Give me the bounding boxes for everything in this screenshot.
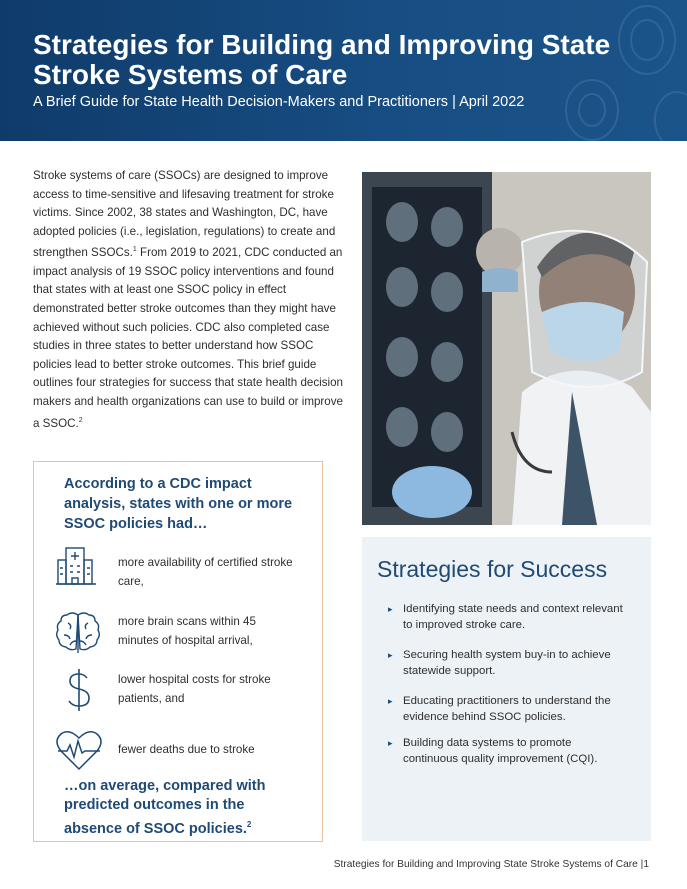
footnote-ref-2: 2 — [78, 416, 83, 424]
stat-text: lower hospital costs for stroke patients, and — [118, 673, 271, 705]
clinician-photo — [362, 172, 651, 525]
strategies-heading: Strategies for Success — [377, 556, 608, 582]
header-banner — [0, 0, 687, 141]
stat-item — [54, 607, 314, 657]
stat-item — [54, 665, 314, 715]
strategy-item: ▸ Identifying state needs and context relevant to improved stroke care. — [394, 601, 626, 633]
intro-paragraph — [33, 167, 343, 433]
dollar-icon — [54, 665, 104, 715]
stat-item — [54, 725, 314, 775]
footnote-ref-3: 2 — [246, 820, 252, 829]
strategies-panel — [362, 537, 651, 841]
strategy-item: ▸ Building data systems to promote continuous quality improvement (CQI). — [394, 735, 626, 767]
heartbeat-icon — [54, 725, 104, 775]
strategy-item: ▸ Educating practitioners to understand the evidence behind SSOC policies. — [394, 693, 626, 725]
callout-tail-text: …on average, compared with predicted outcomes in the absence of SSOC policies. — [64, 778, 266, 837]
stat-text: fewer deaths due to stroke — [118, 743, 255, 756]
stat-item — [54, 540, 314, 590]
callout-tail — [64, 777, 304, 839]
footer-separator: | — [640, 859, 644, 870]
page-number: 1 — [643, 859, 649, 870]
callout-lead: According to a CDC impact analysis, states with one or more SSOC policies had… — [64, 476, 293, 532]
page-footer — [334, 859, 649, 870]
strategy-item: ▸ Securing health system buy-in to achieve statewide support. — [394, 647, 626, 679]
page-subtitle: A Brief Guide for State Health Decision-Makers and Practitioners | April 2022 — [33, 94, 525, 110]
strategies-list — [394, 601, 626, 767]
impact-callout-box — [33, 461, 323, 842]
stat-text: more availability of certified stroke care, — [118, 556, 293, 588]
page-title: Strategies for Building and Improving State Stroke Systems of Care — [33, 29, 611, 90]
footer-title: Strategies for Building and Improving State Stroke Systems of Care — [333, 859, 638, 870]
stat-text: more brain scans within 45 minutes of hospital arrival, — [118, 615, 256, 647]
footnote-ref-1: 1 — [132, 246, 137, 254]
intro-text-1: Stroke systems of care (SSOCs) are designed to improve access to time-sensitive and lifesaving treatment for stroke victims. Since 2002, 38 states and Washington, DC, have adopted policies (i.e., legislation, regulations) to create and strengthen SSOCs. — [33, 169, 336, 260]
hospital-icon — [54, 540, 104, 590]
brain-icon — [54, 607, 104, 657]
intro-text-2: From 2019 to 2021, CDC conducted an impact analysis of 19 SSOC policy interventions and found that states with at least one SSOC policy in effect demonstrated better stroke outcomes than they might have achieved without such policies. CDC also completed case studies in three states to better understand how SSOC policies lead to better stroke outcomes. This brief guide outlines four strategies for success that state health decision makers and health organizations can use to build or improve a SSOC. — [33, 246, 343, 430]
